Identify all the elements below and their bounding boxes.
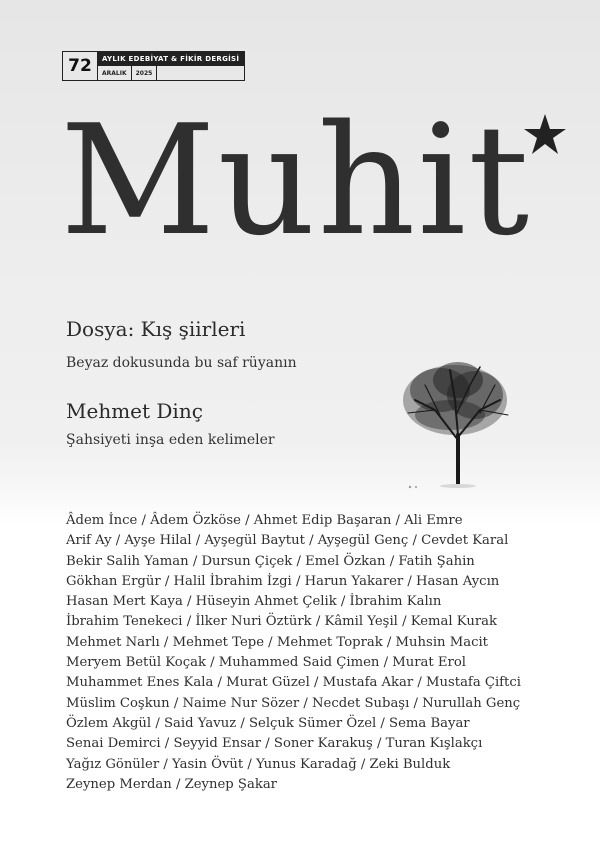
- contributor-line: Müslim Coşkun / Naime Nur Sözer / Necdet Subaşı / Nurullah Genç: [66, 695, 521, 711]
- contributor-line: Arif Ay / Ayşe Hilal / Ayşegül Baytut / Ayşegül Genç / Cevdet Karal: [66, 533, 509, 549]
- magazine-tagline: AYLIK EDEBİYAT & FİKİR DERGİSİ: [98, 52, 244, 66]
- contributor-line: Muhammet Enes Kala / Murat Güzel / Mustafa Akar / Mustafa Çiftci: [66, 675, 521, 691]
- issue-badge: [62, 51, 245, 81]
- issue-year: 2025: [132, 66, 158, 80]
- contributor-line: Gökhan Ergür / Halil İbrahim İzgi / Harun Yakarer / Hasan Aycın: [66, 573, 500, 589]
- contributor-line: Yağız Gönüler / Yasin Övüt / Yunus Karadağ / Zeki Bulduk: [66, 756, 451, 772]
- dosya-subtitle: Beyaz dokusunda bu saf rüyanın: [66, 355, 297, 371]
- magazine-logo: Muhit: [60, 92, 532, 269]
- contributor-line: İbrahim Tenekeci / İlker Nuri Öztürk / Kâmil Yeşil / Kemal Kurak: [66, 614, 497, 630]
- contributor-line: Zeynep Merdan / Zeynep Şakar: [66, 776, 277, 792]
- contributor-line: Bekir Salih Yaman / Dursun Çiçek / Emel Özkan / Fatih Şahin: [66, 553, 475, 569]
- issue-number: 72: [63, 52, 98, 80]
- contributor-line: Senai Demirci / Seyyid Ensar / Soner Karakuş / Turan Kışlakçı: [66, 736, 483, 752]
- contributor-line: Özlem Akgül / Said Yavuz / Selçuk Sümer Özel / Sema Bayar: [66, 715, 470, 731]
- contributors-list: [66, 511, 566, 795]
- contributor-line: Âdem İnce / Âdem Özköse / Ahmet Edip Başaran / Ali Emre: [66, 513, 463, 528]
- issue-month: ARALIK: [98, 66, 132, 80]
- contributor-line: Hasan Mert Kaya / Hüseyin Ahmet Çelik / İbrahim Kalın: [66, 594, 442, 610]
- contributor-line: Mehmet Narlı / Mehmet Tepe / Mehmet Toprak / Muhsin Macit: [66, 634, 488, 650]
- contributor-line: Meryem Betül Koçak / Muhammed Said Çimen / Murat Erol: [66, 655, 466, 671]
- featured-subtitle: Şahsiyeti inşa eden kelimeler: [66, 432, 275, 448]
- dosya-title: Dosya: Kış şiirleri: [66, 317, 246, 341]
- featured-author: Mehmet Dinç: [66, 399, 203, 423]
- winter-tree-illustration: [380, 345, 530, 495]
- star-icon: [523, 113, 567, 155]
